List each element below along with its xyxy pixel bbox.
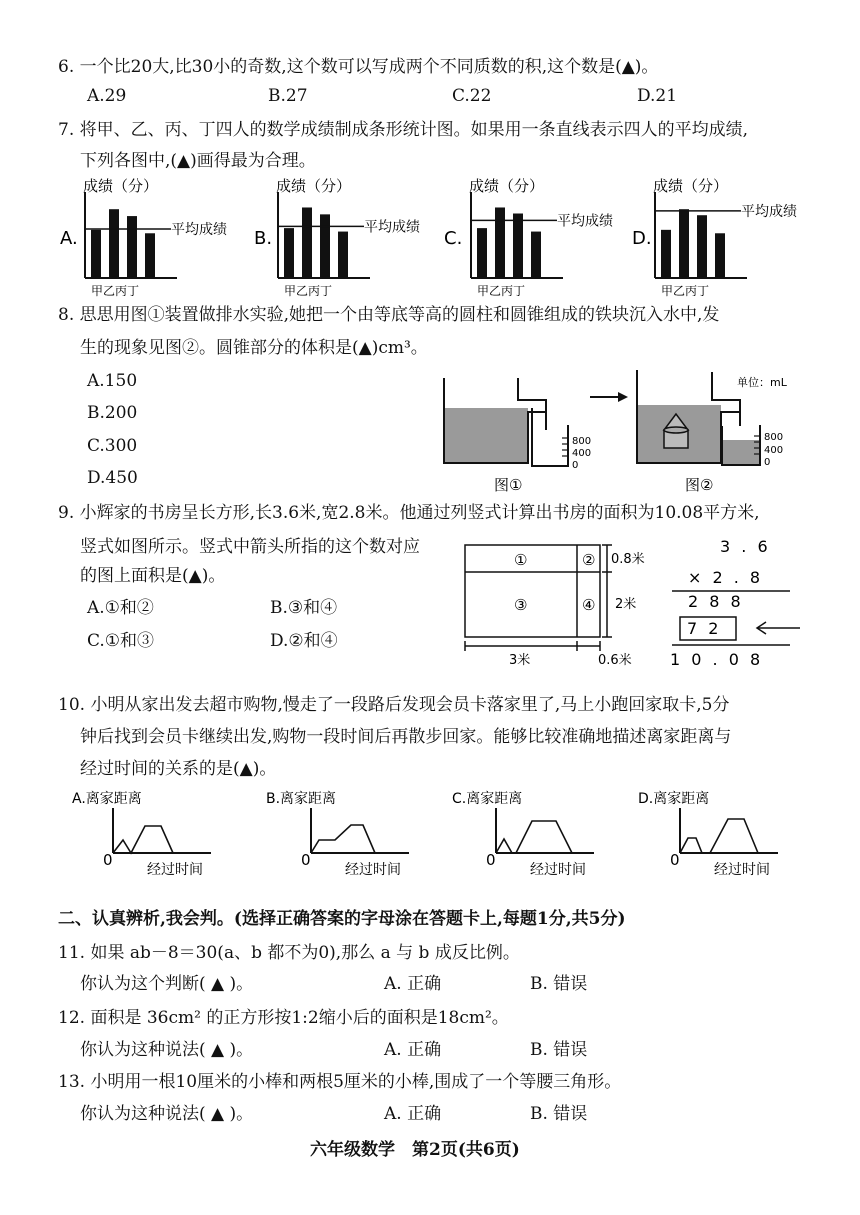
q8-fig2-scale-400: 400 (764, 445, 784, 456)
q10-graph-1 (72, 791, 211, 878)
q9-option-c: C.①和③ (87, 631, 155, 651)
q9-region-3: ③ (514, 596, 528, 614)
q12-option-a: A. 正确 (384, 1040, 442, 1060)
page-footer: 六年级数学 第2页(共6页) (310, 1140, 520, 1160)
q7-stem-line2: 下列各图中,(▲)画得最为合理。 (80, 151, 316, 171)
graph-ylabel: C.离家距离 (452, 791, 523, 807)
q7-chart-4 (632, 177, 797, 298)
q8-option-d: D.450 (87, 468, 138, 488)
chart-option-letter: D. (632, 228, 652, 249)
average-label: 平均成绩 (364, 219, 420, 236)
bar-丁 (338, 232, 348, 278)
q8-fig1-caption: 图① (494, 476, 523, 494)
q8-cylinder-cone (664, 414, 688, 448)
bar-丁 (531, 232, 541, 278)
chart-option-letter: A. (60, 228, 78, 249)
q12-option-b: B. 错误 (530, 1040, 588, 1060)
q6-option-c: C.22 (452, 86, 492, 106)
chart-ylabel: 成绩（分） (276, 177, 352, 195)
q13-prompt: 你认为这种说法( ▲ )。 (80, 1104, 254, 1124)
q9-stem-line1: 9. 小辉家的书房呈长方形,长3.6米,宽2.8米。他通过列竖式计算出书房的面积为10.08平方米, (58, 503, 760, 523)
q9-dim-3m: 3米 (509, 653, 531, 668)
q6-option-a: A.29 (87, 86, 127, 106)
q10-graph-3 (452, 791, 594, 878)
origin-label: 0 (301, 851, 311, 869)
chart-ylabel: 成绩（分） (653, 177, 729, 195)
distance-line (113, 826, 173, 853)
x-tick-labels: 甲乙丙丁 (91, 284, 140, 298)
bar-乙 (109, 209, 119, 278)
chart-ylabel: 成绩（分） (83, 177, 159, 195)
bar-乙 (679, 209, 689, 278)
q11-option-b: B. 错误 (530, 974, 588, 994)
section2-heading: 二、认真辨析,我会判。(选择正确答案的字母涂在答题卡上,每题1分,共5分) (58, 909, 626, 929)
chart-option-letter: C. (444, 228, 463, 249)
distance-line (311, 825, 375, 853)
graph-xlabel: 经过时间 (714, 862, 770, 878)
bar-丙 (320, 214, 330, 278)
chart-option-letter: B. (254, 228, 273, 249)
bar-丁 (715, 233, 725, 278)
bar-甲 (284, 228, 294, 278)
q6-option-b: B.27 (268, 86, 308, 106)
q9-calc-row1: 3 . 6 (720, 537, 771, 556)
q9-calc-row4: 7 2 (687, 619, 722, 638)
q8-fig1-scale-400: 400 (572, 448, 592, 459)
q9-dim-2m: 2米 (615, 597, 637, 612)
q7-chart-2 (254, 177, 420, 298)
q10-graph-4 (638, 791, 778, 878)
graph-ylabel: D.离家距离 (638, 791, 710, 807)
q13-stem: 13. 小明用一根10厘米的小棒和两根5厘米的小棒,围成了一个等腰三角形。 (58, 1072, 622, 1092)
bar-甲 (477, 228, 487, 278)
q7-chart-1 (60, 177, 227, 298)
q10-stem-line3: 经过时间的关系的是(▲)。 (80, 759, 277, 779)
q11-prompt: 你认为这个判断( ▲ )。 (80, 974, 254, 994)
q8-fig1-scale-0: 0 (572, 460, 579, 471)
q8-fig2-caption: 图② (685, 476, 714, 494)
origin-label: 0 (103, 851, 113, 869)
average-label: 平均成绩 (171, 221, 227, 238)
q11-stem: 11. 如果 ab－8＝30(a、b 都不为0),那么 a 与 b 成反比例。 (58, 943, 520, 963)
bar-丙 (127, 216, 137, 278)
q8-option-c: C.300 (87, 436, 138, 456)
q9-stem-line2: 竖式如图所示。竖式中箭头所指的这个数对应 (80, 537, 420, 557)
q7-chart-3 (444, 177, 613, 298)
q8-fig2-scale-800: 800 (764, 432, 784, 443)
q8-figure-2 (637, 370, 760, 465)
x-tick-labels: 甲乙丙丁 (661, 284, 710, 298)
bar-丙 (697, 215, 707, 278)
q9-option-b: B.③和④ (270, 598, 338, 618)
bar-丁 (145, 233, 155, 278)
graph-xlabel: 经过时间 (147, 862, 203, 878)
q8-stem-line1: 8. 思思用图①装置做排水实验,她把一个由等底等高的圆柱和圆锥组成的铁块沉入水中,发 (58, 305, 720, 325)
bar-甲 (661, 230, 671, 278)
graph-xlabel: 经过时间 (345, 862, 401, 878)
q9-calc-row3: 2 8 8 (688, 592, 744, 611)
bar-甲 (91, 230, 101, 278)
bar-乙 (495, 207, 505, 278)
x-tick-labels: 甲乙丙丁 (284, 284, 333, 298)
q9-option-d: D.②和④ (270, 631, 338, 651)
q9-calc-row2: × 2 . 8 (688, 568, 764, 587)
q9-calc-row5: 1 0 . 0 8 (670, 650, 764, 669)
q8-option-b: B.200 (87, 403, 138, 423)
origin-label: 0 (670, 851, 680, 869)
graph-ylabel: B.离家距离 (266, 791, 337, 807)
q13-option-b: B. 错误 (530, 1104, 588, 1124)
average-label: 平均成绩 (741, 203, 797, 220)
q10-stem-line1: 10. 小明从家出发去超市购物,慢走了一段路后发现会员卡落家里了,马上小跑回家取卡,5分 (58, 695, 730, 715)
distance-line (496, 821, 572, 853)
q8-option-a: A.150 (87, 371, 138, 391)
q9-stem-line3: 的图上面积是(▲)。 (80, 566, 226, 586)
q10-graph-2 (266, 791, 409, 878)
q11-option-a: A. 正确 (384, 974, 442, 994)
q9-dim-0-6m: 0.6米 (598, 653, 632, 668)
q8-unit-label: 单位：mL (737, 376, 787, 389)
q8-stem-line2: 生的现象见图②。圆锥部分的体积是(▲)cm³。 (80, 338, 428, 358)
q8-fig1-scale-800: 800 (572, 436, 592, 447)
q8-fig2-scale-0: 0 (764, 457, 771, 468)
bar-丙 (513, 214, 523, 279)
q9-region-4: ④ (582, 596, 596, 614)
x-tick-labels: 甲乙丙丁 (477, 284, 526, 298)
q9-dim-0-8m: 0.8米 (611, 552, 645, 567)
q9-region-1: ① (514, 551, 528, 569)
graph-xlabel: 经过时间 (530, 862, 586, 878)
q12-stem: 12. 面积是 36cm² 的正方形按1:2缩小后的面积是18cm²。 (58, 1008, 509, 1028)
q12-prompt: 你认为这种说法( ▲ )。 (80, 1040, 254, 1060)
average-label: 平均成绩 (557, 213, 613, 230)
q9-region-2: ② (582, 551, 596, 569)
q6-stem: 6. 一个比20大,比30小的奇数,这个数可以写成两个不同质数的积,这个数是(▲)。 (58, 57, 659, 77)
chart-ylabel: 成绩（分） (469, 177, 545, 195)
distance-line (680, 819, 758, 853)
bar-乙 (302, 207, 312, 278)
origin-label: 0 (486, 851, 496, 869)
graph-ylabel: A.离家距离 (72, 791, 142, 807)
q7-stem-line1: 7. 将甲、乙、丙、丁四人的数学成绩制成条形统计图。如果用一条直线表示四人的平均成绩, (58, 120, 749, 140)
q8-figure-1 (444, 378, 568, 466)
q9-option-a: A.①和② (87, 598, 154, 618)
q6-option-d: D.21 (637, 86, 678, 106)
q13-option-a: A. 正确 (384, 1104, 442, 1124)
q10-stem-line2: 钟后找到会员卡继续出发,购物一段时间后再散步回家。能够比较准确地描述离家距离与 (80, 727, 732, 747)
